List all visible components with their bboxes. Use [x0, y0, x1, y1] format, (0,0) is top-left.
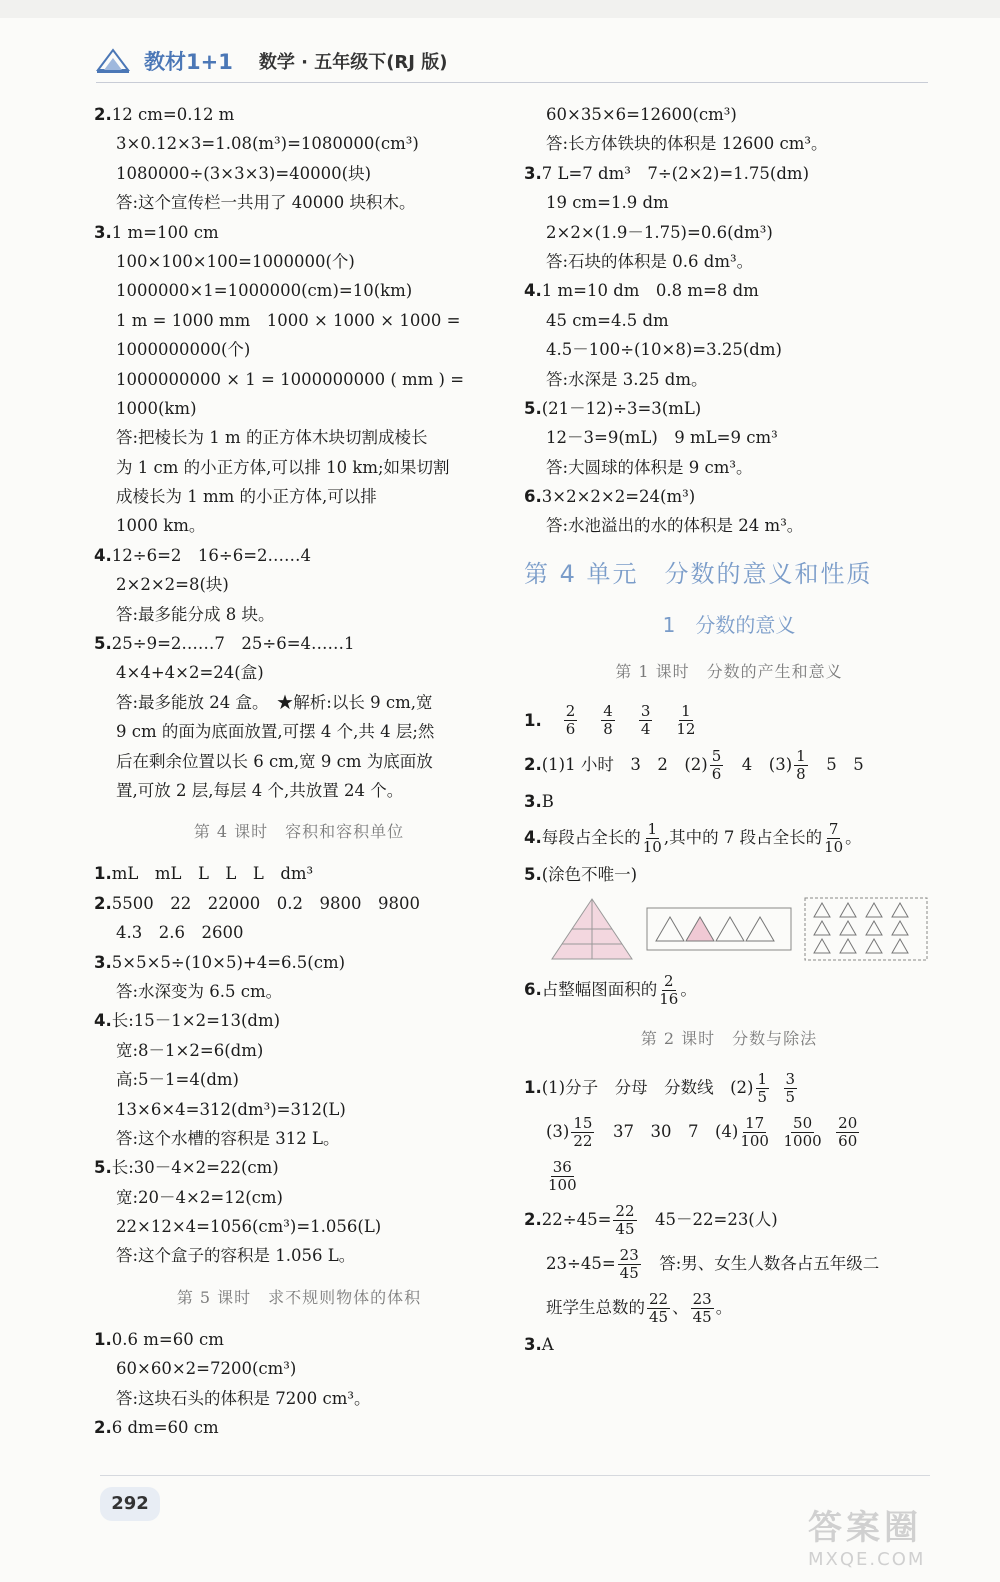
- answer-line: 1.0.6 m=60 cm: [94, 1329, 224, 1349]
- left-column: [94, 100, 504, 1442]
- answer-line: 5.(涂色不唯一): [524, 865, 638, 885]
- answer-line: 4.1 m=10 dm 0.8 m=8 dm: [524, 281, 759, 301]
- answer-line: 22×12×4=1056(cm³)=1.056(L): [116, 1217, 382, 1237]
- answer-line: 2.(1)1 小时 3 2 (2) $\frac{5}{6}$ 4 (3) $\frac{1}{8}$ 5 5: [524, 746, 864, 783]
- watermark-title: 答案圈: [808, 1508, 922, 1548]
- fraction: $\frac{5}{6}$: [711, 746, 722, 783]
- answer-line: 答:最多能分成 8 块。: [116, 604, 275, 624]
- answer-line: 答:水深是 3.25 dm。: [546, 369, 708, 389]
- fraction: $\frac{36}{100}$: [548, 1157, 577, 1194]
- answer-line: 4.每段占全长的 $\frac{1}{10}$ ,其中的 7 段占全长的 $\frac{7}{10}$ 。: [524, 820, 862, 857]
- answer-line: 9 cm 的面为底面放置,可摆 4 个,共 4 层;然: [116, 722, 435, 742]
- answer-line: 6.3×2×2×2=24(m³): [524, 487, 696, 507]
- triangle-row-figure: [646, 907, 792, 951]
- answer-line: 1000000000 × 1 = 1000000000 ( mm ) =: [116, 369, 465, 389]
- section-title: 1 分数的意义: [662, 612, 796, 637]
- answer-line: 100×100×100=1000000(个): [116, 251, 355, 271]
- answer-line: 1. $\frac{2}{6}$ $\frac{4}{8}$ $\frac{3}{4}$ $\frac{1}{12}$: [524, 702, 696, 739]
- answer-line: 19 cm=1.9 dm: [546, 193, 669, 213]
- answer-line: 答:水池溢出的水的体积是 24 m³。: [546, 516, 804, 536]
- answer-line: 宽:8－1×2=6(dm): [116, 1040, 264, 1060]
- fraction: $\frac{1}{5}$: [757, 1069, 768, 1106]
- answer-line: 5.25÷9=2……7 25÷6=4……1: [94, 634, 355, 654]
- answer-line: 答:大圆球的体积是 9 cm³。: [546, 457, 753, 477]
- fraction: $\frac{22}{45}$: [649, 1289, 669, 1326]
- answer-line: 为 1 cm 的小正方体,可以排 10 km;如果切割: [116, 457, 450, 477]
- answer-line: 5.长:30－4×2=22(cm): [94, 1158, 279, 1178]
- lesson-heading: 第 4 课时 容积和容积单位: [193, 822, 405, 842]
- fraction: $\frac{17}{100}$: [740, 1113, 769, 1150]
- answer-line: 13×6×4=312(dm³)=312(L): [116, 1099, 346, 1119]
- answer-line: 1080000÷(3×3×3)=40000(块): [116, 163, 372, 183]
- answer-line: 2.12 cm=0.12 m: [94, 105, 235, 124]
- answer-line: 60×35×6=12600(cm³): [546, 105, 737, 124]
- answer-line: 3.A: [524, 1334, 554, 1354]
- page-number: 292: [100, 1487, 160, 1521]
- answer-line: 宽:20－4×2=12(cm): [116, 1187, 283, 1207]
- fraction: $\frac{3}{5}$: [785, 1069, 796, 1106]
- triangle-grid-figure: [804, 897, 928, 961]
- answer-line: 置,可放 2 层,每层 4 个,共放置 24 个。: [116, 780, 404, 800]
- brand-title: 教材1+1: [144, 50, 233, 74]
- answer-line: 2×2×(1.9－1.75)=0.6(dm³): [546, 222, 773, 242]
- answer-line: 答:石块的体积是 0.6 dm³。: [546, 251, 754, 271]
- fraction: $\frac{7}{10}$: [824, 820, 844, 857]
- answer-line: 答:这个水槽的容积是 312 L。: [116, 1128, 340, 1148]
- fraction: $\frac{15}{22}$: [573, 1113, 593, 1150]
- fraction: $\frac{22}{45}$: [615, 1201, 635, 1238]
- answer-line: 4.12÷6=2 16÷6=2……4: [94, 545, 312, 565]
- page-header: [96, 44, 447, 78]
- answer-line: 4.3 2.6 2600: [116, 923, 244, 943]
- answer-line: 12－3=9(mL) 9 mL=9 cm³: [546, 428, 778, 448]
- answer-line: 3.7 L=7 dm³ 7÷(2×2)=1.75(dm): [524, 163, 810, 183]
- answer-line: 2.22÷45= $\frac{22}{45}$ 45－22=23(人): [524, 1201, 778, 1238]
- answer-line: 1 m = 1000 mm 1000 × 1000 × 1000 =: [116, 310, 461, 330]
- answer-line: 4.长:15－1×2=13(dm): [94, 1011, 281, 1031]
- answer-line: 成棱长为 1 mm 的小正方体,可以排: [116, 487, 377, 507]
- answer-line: 答:把棱长为 1 m 的正方体木块切割成棱长: [116, 428, 428, 448]
- book-logo-icon: [96, 46, 130, 76]
- answer-line: 1000000000(个): [116, 340, 251, 360]
- fraction: $\frac{4}{8}$: [603, 702, 613, 739]
- answer-line: 3.B: [524, 791, 554, 811]
- unit-title: 第 4 单元 分数的意义和性质: [524, 559, 873, 588]
- answer-line: 23÷45= $\frac{23}{45}$ 答:男、女生人数各占五年级二: [546, 1245, 880, 1282]
- answer-line: 答:这个宣传栏一共用了 40000 块积木。: [116, 193, 416, 213]
- answer-line: 45 cm=4.5 dm: [546, 310, 669, 330]
- answer-line: 答:长方体铁块的体积是 12600 cm³。: [546, 134, 828, 154]
- fraction: $\frac{20}{60}$: [838, 1113, 858, 1150]
- answer-line: 1.mL mL L L L dm³: [94, 864, 314, 884]
- footer-divider: [100, 1475, 930, 1476]
- right-column: [524, 100, 934, 1359]
- answer-line: 2.6 dm=60 cm: [94, 1418, 219, 1438]
- answer-line: 6.占整幅图面积的 $\frac{2}{16}$ 。: [524, 971, 697, 1008]
- watermark-url: MXQE.COM: [808, 1549, 926, 1570]
- fraction: $\frac{2}{16}$: [659, 971, 679, 1008]
- answer-line: 1000000×1=1000000(cm)=10(km): [116, 281, 413, 301]
- fraction: $\frac{23}{45}$: [619, 1245, 639, 1282]
- answer-line: 4×4+4×2=24(盒): [116, 663, 264, 683]
- answer-line: 2×2×2=8(块): [116, 575, 229, 595]
- answer-line: 3.5×5×5÷(10×5)+4=6.5(cm): [94, 952, 346, 972]
- fraction: $\frac{2}{6}$: [565, 702, 576, 739]
- fraction: $\frac{1}{8}$: [796, 746, 806, 783]
- answer-line: [524, 1154, 934, 1198]
- answer-line: 4.5－100÷(10×8)=3.25(dm): [546, 340, 782, 360]
- header-divider: [96, 82, 928, 83]
- answer-line: 5.(21－12)÷3=3(mL): [524, 398, 702, 418]
- fraction: $\frac{23}{45}$: [692, 1289, 712, 1326]
- answer-line: 1000 km。: [116, 516, 206, 536]
- answer-line: 后在剩余位置以长 6 cm,宽 9 cm 为底面放: [116, 751, 433, 771]
- fraction: $\frac{1}{12}$: [676, 702, 696, 739]
- fraction: $\frac{50}{1000}$: [783, 1113, 822, 1150]
- fraction: $\frac{3}{4}$: [640, 702, 651, 739]
- watermark-logo: [808, 1500, 968, 1570]
- shaded-triangle-figure: [550, 897, 634, 961]
- answer-line: 60×60×2=7200(cm³): [116, 1359, 297, 1379]
- shaded-figures: [550, 894, 934, 964]
- answer-line: 1000(km): [116, 398, 197, 418]
- answer-line: 答:水深变为 6.5 cm。: [116, 981, 283, 1001]
- page-top-band: [0, 0, 1000, 18]
- answer-line: 答:这个盒子的容积是 1.056 L。: [116, 1246, 356, 1266]
- answer-line: 高:5－1=4(dm): [116, 1070, 239, 1090]
- answer-line: 答:这块石头的体积是 7200 cm³。: [116, 1388, 371, 1408]
- answer-line: 3.1 m=100 cm: [94, 222, 219, 242]
- answer-line: 2.5500 22 22000 0.2 9800 9800: [94, 893, 420, 913]
- fraction: $\frac{1}{10}$: [642, 820, 662, 857]
- lesson-heading: 第 1 课时 分数的产生和意义: [615, 661, 843, 681]
- lesson-heading: 第 5 课时 求不规则物体的体积: [176, 1287, 422, 1307]
- answer-line: 1.(1)分子 分母 分数线 (2) $\frac{1}{5}$ $\frac{3}{5}$: [524, 1069, 796, 1106]
- answer-line: (3) $\frac{15}{22}$ 37 30 7 (4) $\frac{17}{100}$ $\frac{50}{1000}$ $\frac{20}{60}$: [546, 1113, 858, 1150]
- lesson-heading: 第 2 课时 分数与除法: [640, 1028, 818, 1048]
- answer-line: 答:最多能放 24 盒。 ★解析:以长 9 cm,宽: [116, 692, 433, 712]
- subject-title: 数学 · 五年级下(RJ 版): [258, 52, 448, 73]
- answer-line: 3×0.12×3=1.08(m³)=1080000(cm³): [116, 134, 419, 154]
- answer-line: 班学生总数的 $\frac{22}{45}$ 、 $\frac{23}{45}$ 。: [546, 1289, 733, 1326]
